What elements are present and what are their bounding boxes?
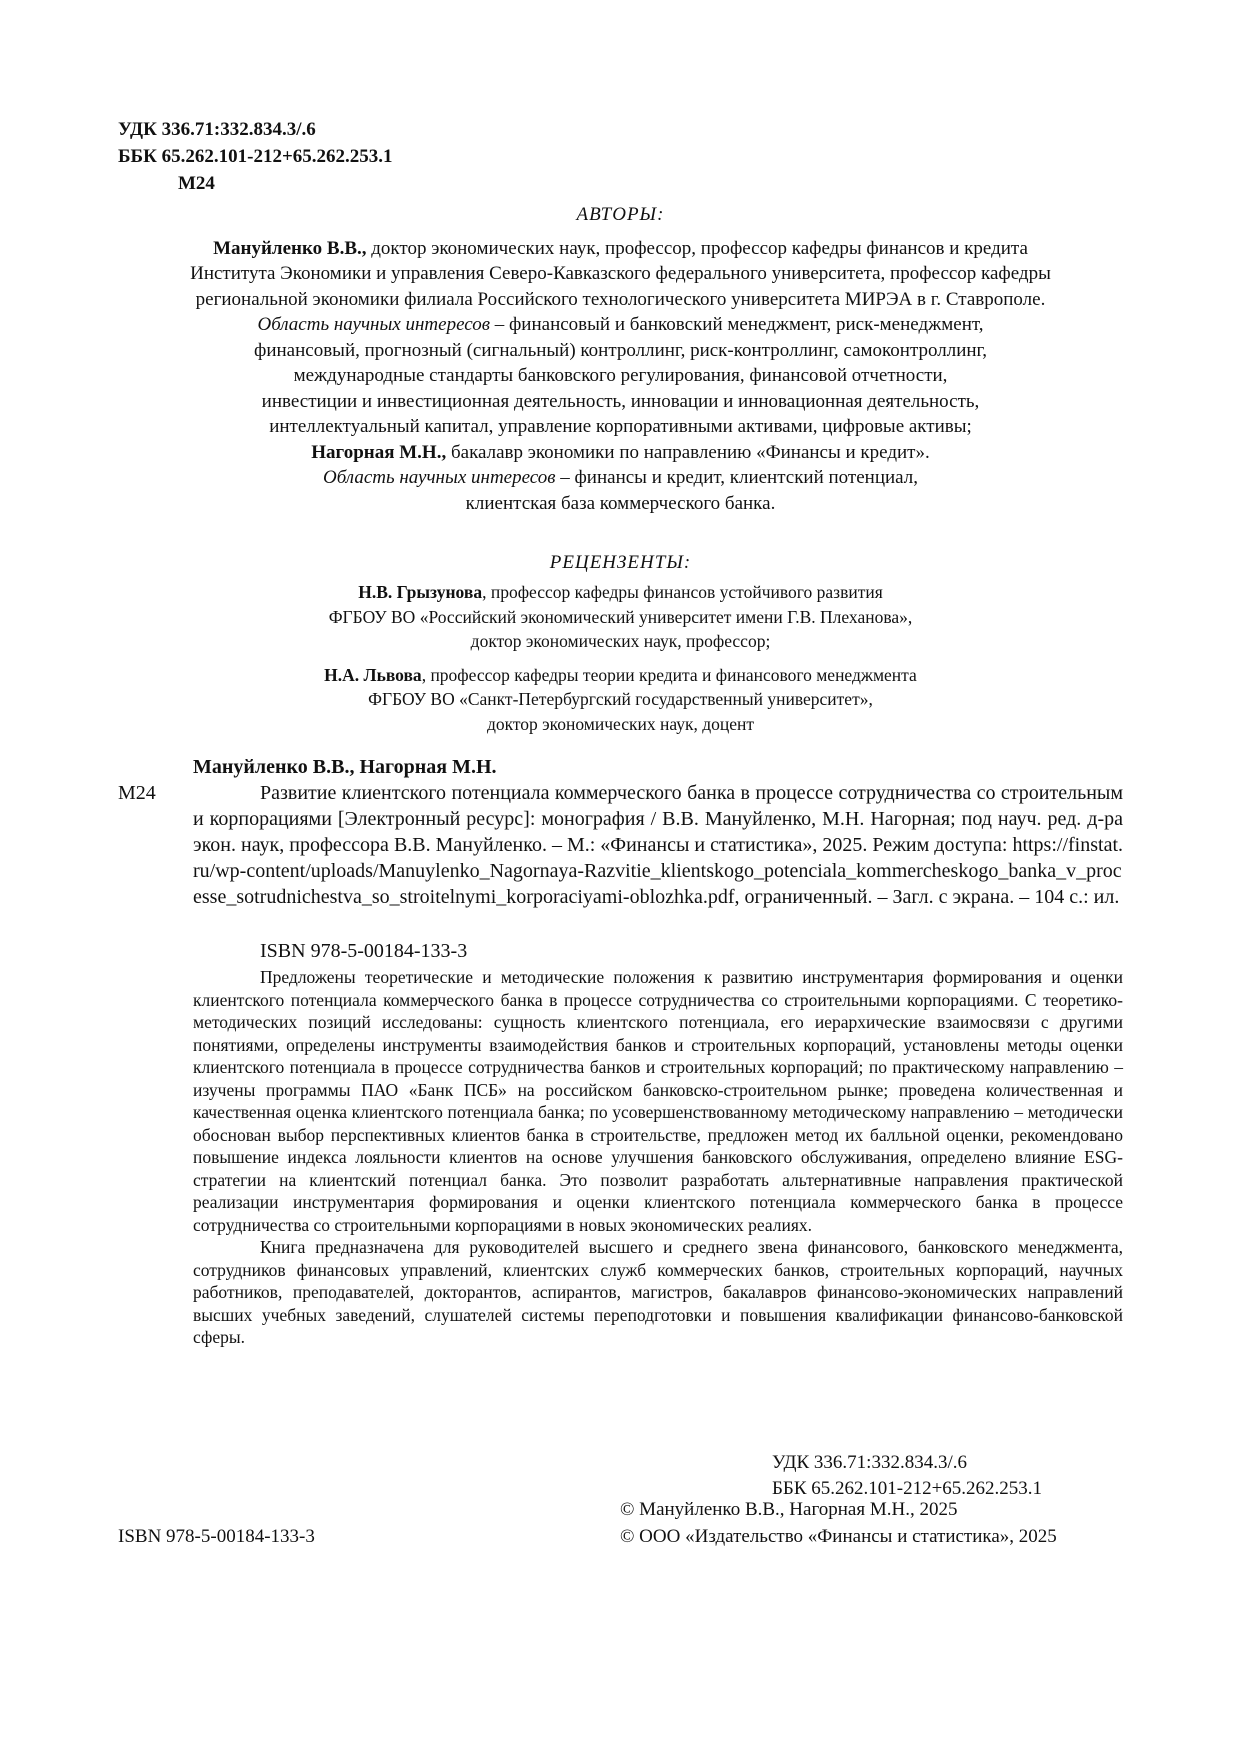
author-1-interests-5: интеллектуальный капитал, управление корпоративными активами, цифровые активы;: [269, 416, 972, 437]
bibliography-authors: Мануйленко В.В., Нагорная М.Н.: [193, 756, 497, 778]
reviewer-1-line-2: ФГБОУ ВО «Российский экономический университет имени Г.В. Плеханова»,: [328, 606, 913, 627]
author-1-interests-2: финансовый, прогнозный (сигнальный) контроллинг, риск-контроллинг, самоконтроллинг,: [254, 339, 987, 361]
author-1-line-1: Мануйленко В.В., доктор экономических наук, профессор, профессор кафедры финансов и кредита: [213, 237, 1028, 259]
reviewer-2-line-3: доктор экономических наук, доцент: [486, 713, 755, 734]
reviewer-2-name: Н.А. Львова: [324, 664, 422, 685]
author-1-line-2: Института Экономики и управления Северо-Кавказского федерального университета, профессор кафедры: [190, 263, 1051, 284]
author-2-line-1: Нагорная М.Н., бакалавр экономики по направлению «Финансы и кредит».: [311, 441, 930, 463]
annotation-paragraph-2: Книга предназначена для руководителей высшего и среднего звена финансового, банковского менеджмента, сотрудников финансовых управлений, клиентских служб коммерческих банков, строительных корпораций, научных работников, преподавателей, докторантов, аспирантов, магистров, бакалавров финансово-экономических направлений высших учебных заведений, слушателей системы переподготовки и повышения квалификации финансово-банковской сферы.: [193, 1237, 1123, 1347]
annotation-paragraph-1: Предложены теоретические и методические положения к развитию инструментария формирования и оценки клиентского потенциала коммерческого банка в процессе сотрудничества со строительными корпорациями. С теоретико-методических позиций исследованы: сущность клиентского потенциала, его иерархические взаимосвязи с другими понятиями, определены инструменты взаимодействия банков и строительных корпораций, установлены методы оценки клиентского потенциала в процессе сотрудничества банков и строительных корпораций; по практическому направлению – изучены программы ПАО «Банк ПСБ» на российском банковско-строительном рынке; проведена количественная и качественная оценка клиентского потенциала банка; по усовершенствованному методическому направлению – методически обоснован выбор перспективных клиентов банка в строительстве, предложен метод их балльной оценки, рекомендовано повышение индекса лояльности клиентов на основе улучшения банковского обслуживания, определено влияние ESG-стратегии на клиентский потенциал банка. Это позволит разработать альтернативные направления практической реализации инструментария формирования и оценки клиентского потенциала коммерческого банка в процессе сотрудничества со строительными корпорациями в новых экономических реалиях.: [193, 967, 1123, 1235]
author-2-name: Нагорная М.Н.,: [311, 441, 447, 463]
author-1-interests-3: международные стандарты банковского регулирования, финансовой отчетности,: [293, 365, 948, 386]
annotation: [193, 966, 1123, 1349]
author-2-interests-1: Область научных интересов – финансы и кредит, клиентский потенциал,: [323, 467, 918, 488]
reviewer-1-line-1: Н.В. Грызунова, профессор кафедры финансов устойчивого развития: [358, 582, 883, 602]
footer-udk: УДК 336.71:332.834.3/.6: [772, 1452, 967, 1473]
bbk-code: ББК 65.262.101-212+65.262.253.1: [118, 146, 393, 167]
author-1-interests-4: инвестиции и инвестиционная деятельность, инновации и инновационная деятельность,: [261, 390, 980, 412]
interests-label-2: Область научных интересов: [323, 467, 556, 488]
reviewer-2-line-1: Н.А. Львова, профессор кафедры теории кредита и финансового менеджмента: [324, 664, 917, 685]
interests-label: Область научных интересов: [257, 314, 490, 335]
bibliography-text: Развитие клиентского потенциала коммерческого банка в процессе сотрудничества со строительными корпорациями [Электронный ресурс]: монография / В.В. Мануйленко, М.Н. Нагорная; под науч. ред. д-ра экон. наук, профессора В.В. Мануйленко. – М.: «Финансы и статистика», 2025. Режим доступа: https://finstat.ru/wp-content/uploads/Manuylenko_Nagornaya-Razvitie_klientskogo_potenciala_kommercheskogo_banka_v_processe_sotrudnichestva_so_stroitelnymi_korporaciyami-oblozhka.pdf, ограниченный. – Загл. с экрана. – 104 с.: ил.: [193, 782, 1123, 908]
copyright-authors: © Мануйленко В.В., Нагорная М.Н., 2025: [620, 1499, 958, 1520]
author-1-name: Мануйленко В.В.,: [213, 237, 367, 259]
author-1-interests-1: Область научных интересов – финансовый и банковский менеджмент, риск-менеджмент,: [257, 314, 984, 335]
udk-code: УДК 336.71:332.834.3/.6: [118, 119, 316, 140]
footer-bbk: ББК 65.262.101-212+65.262.253.1: [772, 1478, 1043, 1499]
author-2-interests-2: клиентская база коммерческого банка.: [465, 492, 776, 514]
authors-section: [100, 202, 1141, 516]
reviewers-heading-block: [100, 550, 1141, 576]
footer-isbn: ISBN 978-5-00184-133-3: [118, 1526, 315, 1547]
copyright-block: [620, 1496, 1057, 1550]
reviewers-heading: РЕЦЕНЗЕНТЫ:: [549, 552, 692, 573]
reviewer-2-line-2: ФГБОУ ВО «Санкт-Петербургский государственный университет»,: [368, 689, 873, 709]
classification-header: [118, 116, 393, 197]
reviewer-1-line-3: доктор экономических наук, профессор;: [470, 631, 771, 651]
copyright-publisher: © ООО «Издательство «Финансы и статистика», 2025: [620, 1526, 1057, 1547]
reviewers-section: [100, 580, 1141, 736]
authors-heading: АВТОРЫ:: [576, 204, 665, 225]
bibliography-code: М24: [118, 782, 156, 804]
footer-codes: [772, 1450, 1042, 1502]
bibliography-isbn: ISBN 978-5-00184-133-3: [260, 940, 468, 962]
author-mark: М24: [178, 173, 215, 194]
author-1-line-3: региональной экономики филиала Российского технологического университета МИРЭА в г. Ставрополе.: [195, 288, 1046, 310]
reviewer-1-name: Н.В. Грызунова: [358, 582, 483, 602]
